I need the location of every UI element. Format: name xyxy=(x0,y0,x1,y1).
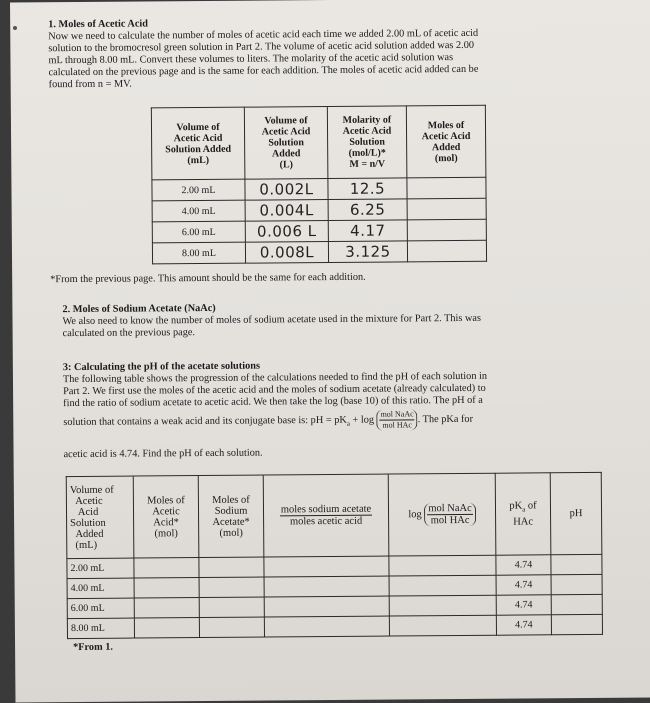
log-fraction: $\frac{\text{mol NaAc}}{\text{mol HAc}}$ xyxy=(428,502,472,527)
table-header-row xyxy=(151,105,486,180)
cell-volume-ml: 2.00 mL xyxy=(67,558,134,579)
section2-line: We also need to know the number of moles of sodium acetate used in the mixture for Part 2. This was xyxy=(62,312,482,328)
ratio-fraction: $\frac{\text{moles sodium acetate}}{\text{moles acetic acid}}$ xyxy=(280,503,372,528)
table-row xyxy=(152,198,486,222)
handwritten-molarity: 3.125 xyxy=(328,241,407,263)
cell-empty xyxy=(199,577,264,598)
cell-moles-empty xyxy=(407,177,486,199)
cell-ph-empty xyxy=(551,574,602,594)
cell-moles-empty xyxy=(407,219,486,241)
section1-line: mL through 8.00 mL. Convert these volumes to liters. The molarity of the acetic acid solution was xyxy=(48,52,454,67)
cell-pka: 4.74 xyxy=(496,615,551,635)
col-header-ph: pH xyxy=(550,472,602,554)
cell-volume-ml: 2.00 mL xyxy=(152,179,245,201)
table-row xyxy=(152,177,486,201)
cell-empty xyxy=(264,556,389,577)
section3-line: The following table shows the progression of the calculations needed to find the pH of each solution in xyxy=(62,370,488,386)
cell-moles-empty xyxy=(407,240,486,262)
cell-pka: 4.74 xyxy=(496,555,551,575)
formula-paren xyxy=(377,409,418,430)
section1-heading: 1. Moles of Acetic Acid xyxy=(48,18,149,31)
cell-volume-ml: 8.00 mL xyxy=(152,242,245,264)
section3-last-line: acetic acid is 4.74. Find the pH of each solution. xyxy=(63,447,263,461)
col-header-moles-sodium: Moles of Sodium Acetate* (mol) xyxy=(198,475,264,558)
cell-moles-empty xyxy=(407,198,486,220)
cell-volume-ml: 4.00 mL xyxy=(67,578,134,599)
cell-pka: 4.74 xyxy=(496,595,551,615)
worksheet-page xyxy=(10,0,650,702)
formula-prefix: solution that contains a weak acid and its conjugate base is: pH = pK xyxy=(63,414,347,428)
section3-heading: 3: Calculating the pH of the acetate solutions xyxy=(62,360,260,374)
table-row xyxy=(152,219,486,243)
cell-empty xyxy=(264,576,389,597)
cell-volume-ml: 4.00 mL xyxy=(152,200,245,222)
table-header-row xyxy=(66,472,602,558)
cell-volume-ml: 8.00 mL xyxy=(67,618,134,639)
cell-empty xyxy=(264,616,389,637)
cell-empty xyxy=(389,595,496,616)
col-header-volume-ml: Volume of Acetic Acid Solution Added (mL) xyxy=(151,107,245,180)
section1-line: Now we need to calculate the number of moles of acetic acid each time we added 2.00 mL of acetic acid xyxy=(48,27,479,43)
ph-calculation-table xyxy=(66,472,603,639)
cell-empty xyxy=(199,557,264,578)
cell-empty xyxy=(134,578,199,599)
col-header-pka: $pK_a$ of HAc xyxy=(495,473,551,555)
cell-empty xyxy=(134,598,199,619)
ph-formula-line xyxy=(63,409,473,433)
handwritten-volume-l: 0.008L xyxy=(245,242,328,264)
formula-subscript: a xyxy=(346,419,350,428)
section3-line: find the ratio of sodium acetate to acetic acid. We then take the log (base 10) of this ratio. The pH of a xyxy=(63,394,483,410)
table-row xyxy=(67,614,602,638)
cell-empty xyxy=(199,617,264,638)
handwritten-molarity: 12.5 xyxy=(328,178,407,200)
col-header-log: log $\frac{\text{mol NaAc}}{\text{mol HAc}}$ xyxy=(388,473,496,556)
paper-mark xyxy=(13,26,17,30)
formula-log: + log xyxy=(349,414,375,426)
section3-line: Part 2. We first use the moles of the acetic acid and the moles of sodium acetate (already calculated) to xyxy=(63,382,486,398)
col-header-volume-l: Volume of Acetic Acid Solution Added (L) xyxy=(244,107,328,180)
cell-empty xyxy=(389,575,496,596)
cell-ph-empty xyxy=(551,614,602,634)
cell-empty xyxy=(199,597,264,618)
section2-line: calculated on the previous page. xyxy=(62,327,196,340)
cell-empty xyxy=(134,558,199,579)
section1-line: calculated on the previous page and is the same for each addition. The moles of acetic acid added can be xyxy=(48,63,479,79)
handwritten-molarity: 6.25 xyxy=(328,199,407,221)
section1-footnote: *From the previous page. This amount should be the same for each addition. xyxy=(50,271,366,286)
cell-pka: 4.74 xyxy=(496,575,551,595)
handwritten-volume-l: 0.002L xyxy=(245,179,328,201)
log-paren xyxy=(424,503,476,526)
col-header-moles: Moles of Acetic Acid Added (mol) xyxy=(406,105,486,178)
moles-acetic-acid-table xyxy=(151,105,487,265)
formula-fraction xyxy=(380,409,415,430)
section1-line: found from n = MV. xyxy=(48,78,132,91)
col-header-ratio xyxy=(263,474,389,557)
table-row xyxy=(152,240,486,264)
section1-line: solution to the bromocresol green solution in Part 2. The volume of acetic acid solution added was 2.00 xyxy=(48,39,475,55)
cell-empty xyxy=(264,596,389,617)
cell-volume-ml: 6.00 mL xyxy=(67,598,134,619)
handwritten-volume-l: 0.004L xyxy=(245,200,328,222)
col-header-moles-acid: Moles of Acetic Acid* (mol) xyxy=(133,476,199,559)
formula-denominator: mol HAc xyxy=(382,420,412,430)
cell-volume-ml: 6.00 mL xyxy=(152,221,245,243)
cell-empty xyxy=(134,618,199,639)
formula-numerator: mol NaAc xyxy=(380,409,415,420)
handwritten-molarity: 4.17 xyxy=(328,220,407,242)
cell-empty xyxy=(389,555,496,576)
cell-ph-empty xyxy=(551,554,602,574)
cell-empty xyxy=(389,615,496,636)
section3-footnote: *From 1. xyxy=(73,641,113,654)
formula-suffix: . The pKa for xyxy=(417,413,474,426)
cell-ph-empty xyxy=(551,594,602,614)
col-header-volume: Volume of Acetic Acid Solution Added (mL) xyxy=(66,476,134,559)
section2-heading: 2. Moles of Sodium Acetate (NaAc) xyxy=(62,302,216,316)
handwritten-volume-l: 0.006 L xyxy=(245,221,328,243)
col-header-molarity: Molarity of Acetic Acid Solution (mol/L)* M = n/V xyxy=(327,106,407,179)
